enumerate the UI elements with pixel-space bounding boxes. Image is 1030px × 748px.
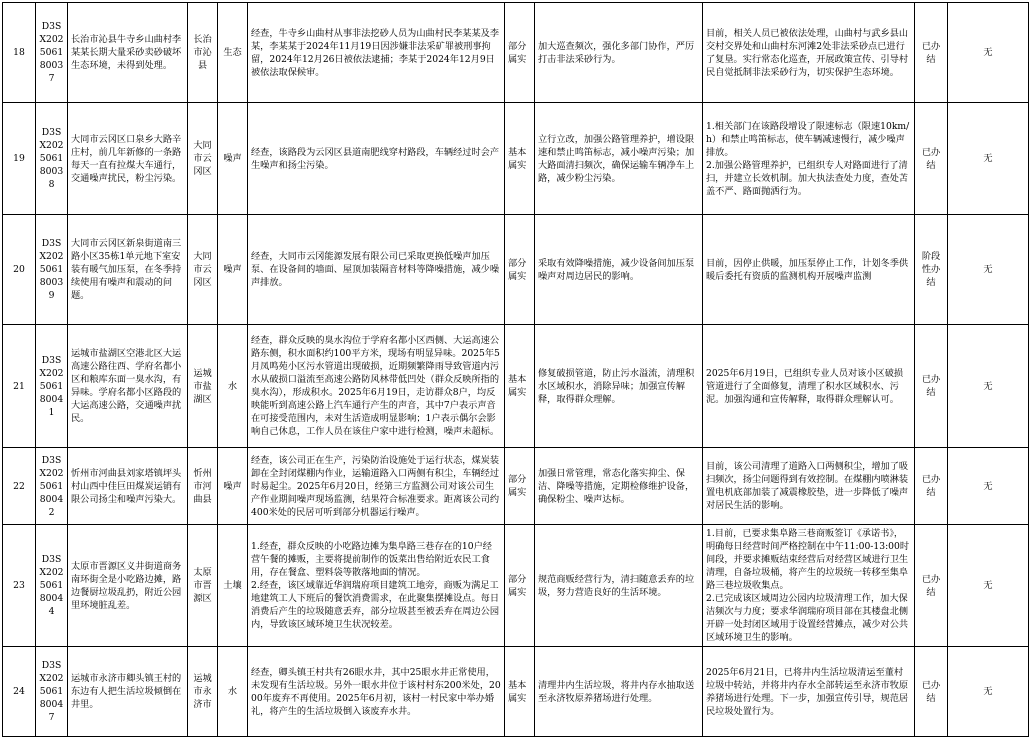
case-id: D3SX202506180039 (36, 215, 68, 325)
complaint-table (2, 2, 1029, 737)
accountability: 无 (948, 215, 1029, 325)
row-number: 23 (3, 525, 36, 647)
investigation-result: 经查，该路段为云冈区县道南肥线穿村路段，车辆经过时会产生噪声和扬尘污染。 (248, 103, 505, 215)
finding: 部分属实 (505, 215, 535, 325)
status: 已办结 (915, 325, 948, 448)
row-number: 20 (3, 215, 36, 325)
table-row (3, 215, 1029, 325)
table-body (3, 3, 1029, 737)
rectification-measures: 加大巡查频次，强化多部门协作，严厉打击非法采砂行为。 (535, 3, 703, 103)
pollution-type: 生态 (218, 3, 248, 103)
region: 大同市云冈区 (188, 215, 218, 325)
region: 忻州市河曲县 (188, 448, 218, 525)
issue-description: 运城市永济市卿头镇王村的东边有人把生活垃圾倾倒在井里。 (68, 647, 188, 737)
table-row (3, 3, 1029, 103)
pollution-type: 土壤 (218, 525, 248, 647)
row-number: 21 (3, 325, 36, 448)
status: 已办结 (915, 448, 948, 525)
table-row (3, 525, 1029, 647)
pollution-type: 水 (218, 325, 248, 448)
progress: 目前，因停止供暖，加压泵停止工作，计划冬季供暖后委托有资质的监测机构开展噪声监测 (703, 215, 915, 325)
progress: 2025年6月19日，已组织专业人员对该小区破损管道进行了全面修复，清理了积水区域积水、污泥。加强沟通和宣传解释，取得群众理解认可。 (703, 325, 915, 448)
status: 已办结 (915, 3, 948, 103)
accountability: 无 (948, 103, 1029, 215)
rectification-measures: 清理井内生活垃圾，将井内存水抽取送至永济牧原养猪场进行处理。 (535, 647, 703, 737)
row-number: 24 (3, 647, 36, 737)
region: 运城市盐湖区 (188, 325, 218, 448)
status: 已办结 (915, 103, 948, 215)
status: 已办结 (915, 647, 948, 737)
finding: 部分属实 (505, 525, 535, 647)
investigation-result: 经查，牛寺乡山曲村从事非法挖砂人员为山曲村民李某某及李某，李某某于2024年11月19日因涉嫌非法采矿罪被刑事拘留，2024年12月26日被依法逮捕；李某于2024年12月9日被依法取保候审。 (248, 3, 505, 103)
pollution-type: 噪声 (218, 103, 248, 215)
issue-description: 大同市云冈区口泉乡大路辛庄村，前几年新修的一条路每天一直有拉煤大车通行，交通噪声扰民，粉尘污染。 (68, 103, 188, 215)
finding: 部分属实 (505, 448, 535, 525)
row-number: 22 (3, 448, 36, 525)
table-row (3, 448, 1029, 525)
pollution-type: 噪声 (218, 448, 248, 525)
case-id: D3SX202506180044 (36, 525, 68, 647)
finding: 部分属实 (505, 3, 535, 103)
table-row (3, 325, 1029, 448)
pollution-type: 噪声 (218, 215, 248, 325)
case-id: D3SX202506180037 (36, 3, 68, 103)
case-id: D3SX202506180038 (36, 103, 68, 215)
issue-description: 太原市晋源区义井街道商务南环街全是小吃路边摊，路边餐厨垃圾乱扔，附近公园里环境脏乱差。 (68, 525, 188, 647)
finding: 基本属实 (505, 103, 535, 215)
issue-description: 忻州市河曲县刘家塔镇坪头村山西中佳巨田煤炭运销有限公司扬尘和噪声污染大。 (68, 448, 188, 525)
region: 太原市晋源区 (188, 525, 218, 647)
accountability: 无 (948, 647, 1029, 737)
investigation-result: 1.经查，群众反映的小吃路边摊为集阜路三巷存在的10户经营午餐的摊贩，主要将提前制作的饭菜出售给附近农民工食用，存在餐盒、塑料袋等散落地面的情况。 2.经查，该区域靠近华润瑞府项目建筑工地旁，商贩为满足工地建筑工人下班后的餐饮消费需求，在此聚集摆摊设点。每日消费后产生的垃圾随意丢弃，部分垃圾甚至被丢弃在周边公园内，导致该区域环境卫生状况较差。 (248, 525, 505, 647)
progress: 2025年6月21日，已将井内生活垃圾清运至董村垃圾中转站，并将井内存水全部转运至永济市牧原养猪场进行处理。下一步，加强宣传引导，规范居民垃圾处置行为。 (703, 647, 915, 737)
investigation-result: 经查，该公司正在生产，污染防治设施处于运行状态，煤炭装卸在全封闭煤棚内作业，运输道路入口两侧有积尘，车辆经过时易起尘。2025年6月20日，经第三方监测公司对该公司生产作业期间噪声现场监测，结果符合标准要求。距离该公司约400米处的民居可听到部分机器运行噪声。 (248, 448, 505, 525)
accountability: 无 (948, 448, 1029, 525)
status: 阶段性办结 (915, 215, 948, 325)
row-number: 19 (3, 103, 36, 215)
issue-description: 大同市云冈区新泉街道南三路小区35栋1单元地下室安装有暖气加压泵，在冬季持续使用有噪声和震动的问题。 (68, 215, 188, 325)
accountability: 无 (948, 525, 1029, 647)
accountability: 无 (948, 325, 1029, 448)
rectification-measures: 修复破损管道，防止污水溢流，清理积水区域积水，消除异味；加强宣传解释，取得群众理解。 (535, 325, 703, 448)
accountability: 无 (948, 3, 1029, 103)
region: 大同市云冈区 (188, 103, 218, 215)
status: 已办结 (915, 525, 948, 647)
progress: 目前，相关人员已被依法处理，山曲村与武乡县山交村交界处和山曲村东河滩2处非法采砂点已进行了复垦。实行常态化巡查，开展政策宣传、引导村民自觉抵制非法采砂行为，切实保护生态环境。 (703, 3, 915, 103)
investigation-result: 经查，卿头镇王村共有26眼水井，其中25眼水井正常使用，未发现有生活垃圾。另外一眼水井位于该村村东200米处，2000年废弃不再使用。2025年6月初，该村一村民家中举办婚礼，将产生的生活垃圾倒入该废弃水井。 (248, 647, 505, 737)
case-id: D3SX202506180047 (36, 647, 68, 737)
progress: 1.相关部门在该路段增设了限速标志（限速10km/h）和禁止鸣笛标志，使车辆减速慢行，减少噪声排放。 2.加强公路管理养护，已组织专人对路面进行了清扫，并建立长效机制。加大执法查处力度，查处苫盖不严、路面抛洒行为。 (703, 103, 915, 215)
progress: 目前，该公司清理了道路入口两侧积尘，增加了吸扫频次，扬尘问题得到有效控制。在煤棚内喷淋装置电机底部加装了减震橡胶垫，进一步降低了噪声对居民生活的影响。 (703, 448, 915, 525)
issue-description: 运城市盐湖区空港北区大运高速公路往西、学府名都小区和粮库东面一臭水沟，有异味。学府名都小区路段的大运高速公路，交通噪声扰民。 (68, 325, 188, 448)
issue-description: 长治市沁县牛寺乡山曲村李某某长期大量采砂卖砂破坏生态环境，未得到处理。 (68, 3, 188, 103)
finding: 基本属实 (505, 325, 535, 448)
rectification-measures: 规范商贩经营行为，清扫随意丢弃的垃圾，努力营造良好的生活环境。 (535, 525, 703, 647)
region: 长治市沁县 (188, 3, 218, 103)
pollution-type: 水 (218, 647, 248, 737)
investigation-result: 经查，大同市云冈能源发展有限公司已采取更换低噪声加压泵、在设备间的墙面、屋顶加装隔音材料等降噪措施，减少噪声排放。 (248, 215, 505, 325)
case-id: D3SX202506180042 (36, 448, 68, 525)
table-row (3, 647, 1029, 737)
case-id: D3SX202506180041 (36, 325, 68, 448)
region: 运城市永济市 (188, 647, 218, 737)
row-number: 18 (3, 3, 36, 103)
investigation-result: 经查，群众反映的臭水沟位于学府名都小区西侧、大运高速公路东侧，积水面积约100平方米，现场有明显异味。2025年5月凤鸣苑小区污水管道出现破损，近期频繁降雨导致管道内污水从破损口溢流至高速公路防风林带低凹处（群众反映所指的臭水沟），形成积水。2025年6月19日，走访群众8户，均反映能听到高速公路上汽车通行产生的声音，其中7户表示声音在可接受范围内，未对生活造成明显影响；1户表示偶尔会影响自己休息，工作人员在该住户家中进行检测，噪声未超标。 (248, 325, 505, 448)
rectification-measures: 立行立改，加强公路管理养护，增设限速和禁止鸣笛标志，减小噪声污染；加大路面清扫频次，确保运输车辆净车上路，减少粉尘污染。 (535, 103, 703, 215)
rectification-measures: 采取有效降噪措施，减少设备间加压泵噪声对周边居民的影响。 (535, 215, 703, 325)
progress: 1.目前，已要求集阜路三巷商贩签订《承诺书》，明确每日经营时间严格控制在中午11:00-13:00时间段，并要求摊贩结束经营后对经营区域进行卫生清理，自备垃圾桶，将产生的垃圾统一转移至集阜路三巷垃圾收集点。 2.已完成该区域周边公园内垃圾清理工作，加大保洁频次与力度；要求华润瑞府项目部在其楼盘北侧开辟一处封闭区域用于设置经营摊点，减少对公共区域环境卫生的影响。 (703, 525, 915, 647)
table-row (3, 103, 1029, 215)
finding: 基本属实 (505, 647, 535, 737)
rectification-measures: 加强日常管理，常态化落实抑尘、保洁、降噪等措施，定期检修维护设备，确保粉尘、噪声达标。 (535, 448, 703, 525)
